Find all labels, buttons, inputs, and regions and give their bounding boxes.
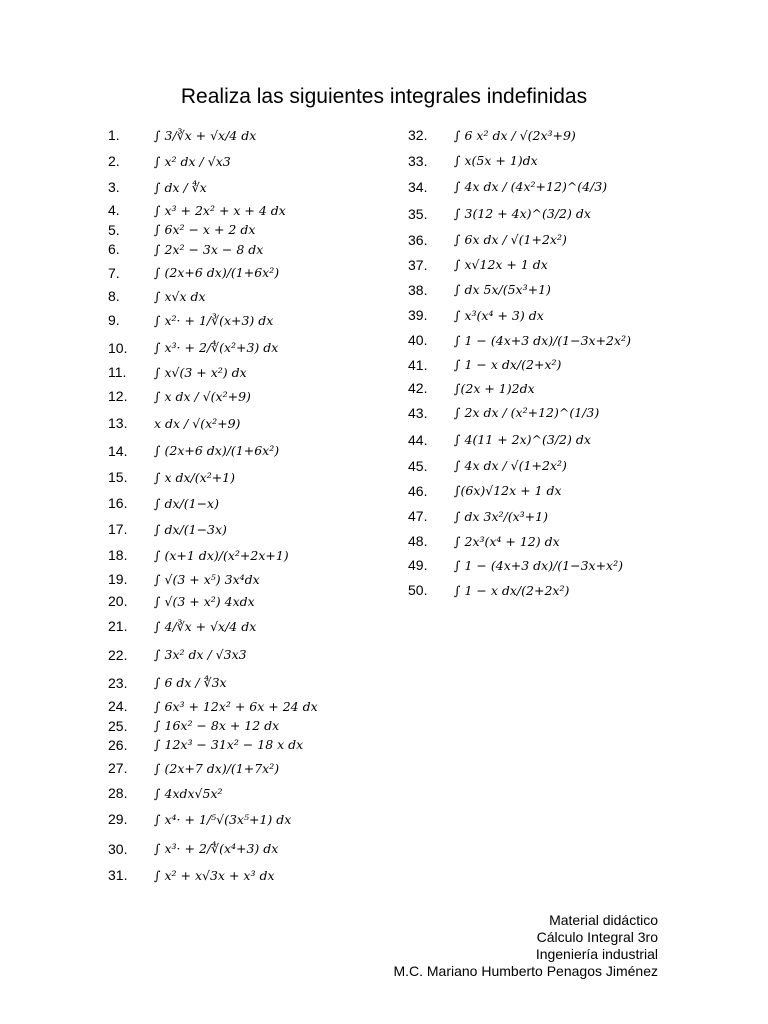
footer-line-program: Ingeniería industrial: [535, 946, 658, 962]
exercise-item: [408, 302, 728, 328]
integral-expression: ∫ (x+1 dx)/(x²+2x+1): [154, 547, 289, 563]
integral-expression: ∫ 4x dx / √(1+2x²): [454, 458, 567, 473]
integral-expression: ∫ 6x dx / √(1+2x²): [454, 232, 567, 247]
integral-expression: ∫ 4(11 + 2x)^(3/2) dx: [454, 432, 591, 447]
exercise-number: 1.: [108, 127, 120, 143]
exercise-item: [108, 239, 408, 259]
integral-expression: ∫ x√(3 + x²) dx: [154, 364, 247, 380]
integral-expression: ∫ 4x dx / (4x²+12)^(4/3): [454, 179, 608, 194]
integral-expression: ∫ 2x³(x⁴ + 12) dx: [454, 533, 560, 549]
integral-expression: ∫ √(3 + x⁵) 3x⁴dx: [154, 571, 260, 587]
exercise-number: 45.: [408, 457, 428, 474]
integral-expression: ∫ x² + x√3x + x³ dx: [154, 867, 275, 883]
integral-expression: ∫ x³ + 2x² + x + 4 dx: [154, 202, 286, 218]
exercise-number: 28.: [108, 785, 128, 801]
integral-expression: ∫ 6x² − x + 2 dx: [154, 222, 256, 237]
exercise-number: 4.: [108, 202, 120, 218]
integral-expression: ∫ dx 3x²/(x³+1): [454, 508, 548, 524]
exercise-item: [108, 148, 408, 174]
exercise-item: [408, 227, 728, 252]
exercise-number: 6.: [108, 241, 120, 257]
integral-expression: ∫ 1 − (4x+3 dx)/(1−3x+2x²): [454, 332, 631, 348]
exercise-item: [108, 383, 408, 409]
integral-expression: ∫ 1 − x dx/(2+2x²): [454, 582, 570, 598]
exercise-number: 14.: [108, 442, 128, 459]
exercise-item: [108, 174, 408, 200]
exercise-item: [408, 352, 728, 377]
exercise-number: 16.: [108, 495, 128, 511]
integral-expression: ∫ x²· + 1/∛(x+3) dx: [154, 312, 274, 328]
exercise-item: [108, 696, 408, 716]
exercise-number: 20.: [108, 593, 128, 609]
exercise-number: 8.: [108, 288, 120, 304]
exercise-number: 3.: [108, 179, 120, 195]
exercise-item: [108, 782, 408, 804]
exercise-item: [108, 612, 408, 640]
exercise-number: 29.: [108, 811, 128, 827]
integral-expression: ∫ (2x+7 dx)/(1+7x²): [154, 760, 280, 776]
exercise-number: 48.: [408, 533, 428, 549]
exercise-number: 15.: [108, 469, 128, 485]
integral-expression: ∫ x(5x + 1)dx: [454, 153, 538, 168]
exercise-item: [108, 200, 408, 220]
exercise-number: 17.: [108, 521, 128, 537]
exercise-number: 13.: [108, 415, 128, 431]
exercise-number: 30.: [108, 840, 128, 857]
exercise-item: [408, 173, 728, 200]
exercise-number: 9.: [108, 312, 120, 328]
integral-expression: ∫ 12x³ − 31x² − 18 x dx: [154, 737, 304, 752]
exercise-number: 12.: [108, 388, 128, 404]
integral-expression: ∫ x√x dx: [154, 288, 206, 304]
integral-expression: ∫ x⁴· + 1/⁵√(3x⁵+1) dx: [154, 811, 292, 827]
exercise-item: [108, 834, 408, 863]
exercise-item: [108, 804, 408, 834]
exercise-number: 5.: [108, 221, 120, 238]
integral-expression: ∫ 2x² − 3x − 8 dx: [154, 241, 264, 257]
exercise-number: 35.: [408, 205, 428, 222]
exercise-item: [108, 409, 408, 437]
footer-line-author: M.C. Mariano Humberto Penagos Jiménez: [393, 963, 658, 979]
exercise-item: [408, 399, 728, 426]
integral-expression: ∫ 1 − x dx/(2+x²): [454, 357, 562, 372]
footer-line-course: Cálculo Integral 3ro: [536, 929, 658, 945]
integral-expression: ∫ x² dx / √x3: [154, 153, 231, 169]
integral-expression: ∫ 6 dx / ∜3x: [154, 675, 227, 690]
exercise-number: 31.: [108, 867, 128, 883]
exercise-item: [108, 361, 408, 383]
exercise-item: [408, 328, 728, 352]
exercise-item: [408, 148, 728, 173]
integral-expression: ∫ dx/(1−x): [154, 495, 219, 511]
exercise-item: [108, 669, 408, 696]
page-title: Realiza las siguientes integrales indefinidas: [180, 85, 588, 108]
integral-expression: ∫ 3(12 + 4x)^(3/2) dx: [454, 206, 591, 221]
exercise-number: 21.: [108, 618, 128, 634]
exercise-item: [108, 568, 408, 590]
exercise-item: [108, 334, 408, 361]
exercise-number: 38.: [408, 281, 428, 298]
exercise-item: [408, 529, 728, 553]
exercise-item: [408, 577, 728, 603]
exercise-item: [408, 478, 728, 503]
integral-expression: x dx / √(x²+9): [154, 415, 241, 431]
exercise-number: 40.: [408, 332, 428, 348]
exercise-item: [408, 252, 728, 277]
integral-expression: ∫ x dx / √(x²+9): [154, 388, 251, 404]
exercise-item: [108, 122, 408, 148]
exercise-item: [408, 277, 728, 302]
exercise-number: 41.: [408, 356, 428, 373]
exercise-item: [108, 259, 408, 286]
exercise-item: [408, 426, 728, 453]
integral-expression: ∫ 6x³ + 12x² + 6x + 24 dx: [154, 698, 318, 714]
exercise-number: 44.: [408, 431, 428, 448]
exercise-item: [108, 735, 408, 754]
integral-expression: ∫ 3/∛x + √x/4 dx: [154, 127, 257, 143]
exercise-list-left: [108, 122, 408, 887]
exercise-item: [108, 306, 408, 334]
footer-line-material: Material didáctico: [549, 912, 658, 928]
exercise-number: 47.: [408, 508, 428, 524]
integral-expression: ∫ 16x² − 8x + 12 dx: [154, 718, 280, 733]
exercise-list-right: [408, 122, 728, 603]
exercise-number: 19.: [108, 571, 128, 587]
exercise-item: [108, 516, 408, 542]
exercise-number: 32.: [408, 127, 428, 143]
exercise-number: 43.: [408, 404, 428, 421]
integral-expression: ∫ dx / ∜x: [154, 179, 207, 195]
exercise-item: [108, 754, 408, 782]
exercise-item: [108, 863, 408, 887]
integral-expression: ∫ (2x+6 dx)/(1+6x²): [154, 443, 280, 458]
exercise-number: 26.: [108, 736, 128, 753]
integral-expression: ∫ √(3 + x²) 4xdx: [154, 593, 255, 609]
integral-expression: ∫(6x)√12x + 1 dx: [454, 483, 562, 498]
exercise-number: 33.: [408, 152, 428, 169]
exercise-number: 34.: [408, 178, 428, 195]
exercise-item: [108, 437, 408, 464]
exercise-number: 11.: [108, 364, 127, 380]
integral-expression: ∫(2x + 1)2dx: [454, 380, 535, 396]
exercise-number: 24.: [108, 698, 128, 714]
exercise-number: 22.: [108, 646, 128, 663]
integral-expression: ∫ 6 x² dx / √(2x³+9): [454, 127, 576, 143]
exercise-item: [108, 542, 408, 568]
integral-expression: ∫ 3x² dx / √3x3: [154, 647, 247, 662]
exercise-number: 2.: [108, 153, 120, 169]
exercise-item: [108, 286, 408, 306]
exercise-item: [408, 503, 728, 529]
exercise-number: 10.: [108, 339, 128, 356]
exercise-item: [108, 590, 408, 612]
exercise-number: 39.: [408, 307, 428, 323]
exercise-item: [408, 200, 728, 227]
integral-expression: ∫ x dx/(x²+1): [154, 469, 236, 485]
exercise-item: [108, 640, 408, 669]
integral-expression: ∫ 2x dx / (x²+12)^(1/3): [454, 405, 600, 420]
integral-expression: ∫ 4/∛x + √x/4 dx: [154, 618, 257, 634]
integral-expression: ∫ dx 5x/(5x³+1): [454, 282, 551, 297]
exercise-number: 37.: [408, 256, 428, 273]
exercise-number: 49.: [408, 557, 428, 573]
exercise-number: 25.: [108, 717, 128, 734]
exercise-number: 27.: [108, 760, 128, 776]
exercise-item: [108, 464, 408, 490]
exercise-item: [408, 377, 728, 399]
exercise-item: [108, 490, 408, 516]
exercise-number: 46.: [408, 482, 428, 499]
integral-expression: ∫ x³· + 2/∜(x²+3) dx: [154, 340, 279, 355]
exercise-number: 23.: [108, 674, 128, 691]
exercise-item: [108, 716, 408, 735]
exercise-item: [108, 220, 408, 239]
integral-expression: ∫ 4xdx√5x²: [154, 785, 223, 801]
footer-credits: [393, 912, 658, 980]
exercise-item: [408, 122, 728, 148]
exercise-number: 18.: [108, 547, 128, 563]
exercise-item: [408, 453, 728, 478]
exercise-number: 50.: [408, 582, 428, 598]
exercise-number: 36.: [408, 231, 428, 248]
integral-expression: ∫ x³· + 2/∜(x⁴+3) dx: [154, 841, 279, 856]
integral-expression: ∫ 1 − (4x+3 dx)/(1−3x+x²): [454, 557, 623, 573]
exercise-number: 7.: [108, 264, 120, 281]
integral-expression: ∫ x√12x + 1 dx: [454, 257, 548, 272]
integral-expression: ∫ dx/(1−3x): [154, 521, 227, 537]
integral-expression: ∫ x³(x⁴ + 3) dx: [454, 307, 544, 323]
integral-expression: ∫ (2x+6 dx)/(1+6x²): [154, 265, 280, 280]
exercise-item: [408, 553, 728, 577]
exercise-number: 42.: [408, 380, 428, 396]
